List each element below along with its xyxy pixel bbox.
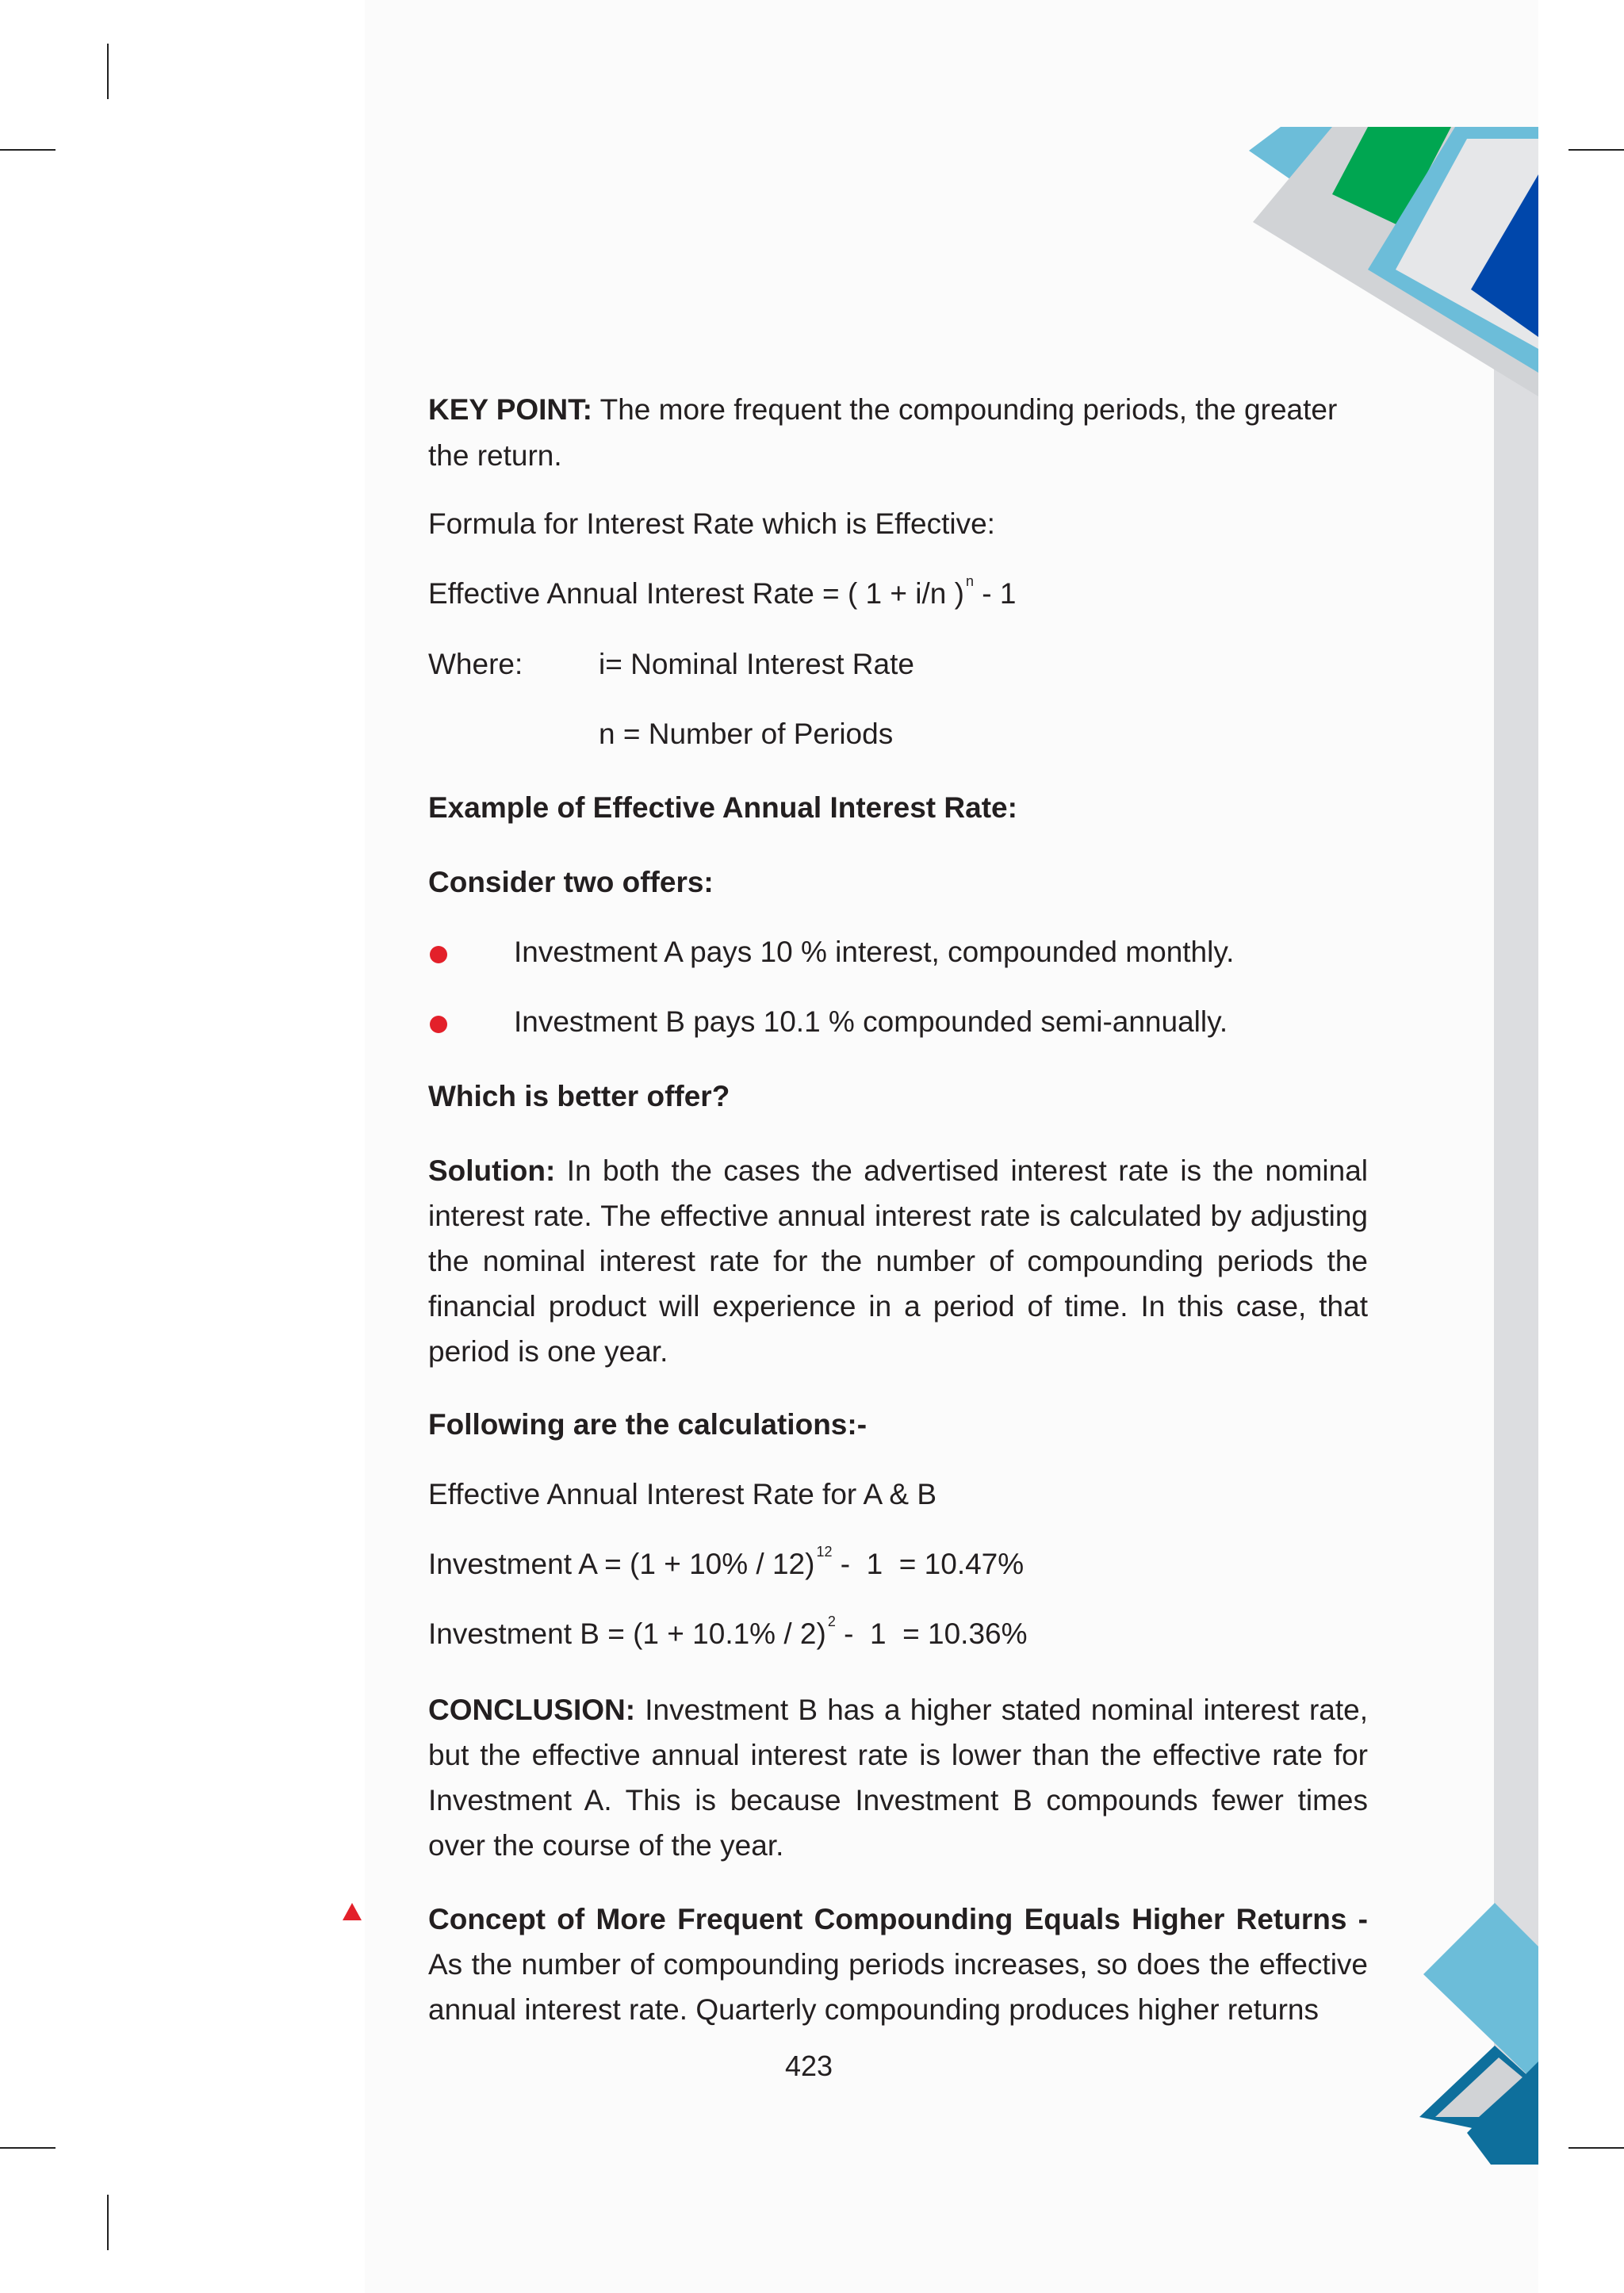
bullet-dot [430,1016,447,1033]
where-i-definition: i= Nominal Interest Rate [599,648,914,680]
formula-tail: - 1 [982,577,1017,610]
key-point-label: KEY POINT: [428,393,592,426]
corner-decoration-top [0,0,1624,412]
formula-exponent: n [965,573,974,589]
solution-label: Solution: [428,1154,556,1187]
crop-mark [107,2195,109,2250]
calc-a-tail: - 1 = 10.47% [832,1548,1025,1580]
bullet-dot [430,946,447,963]
calc-intro: Effective Annual Interest Rate for A & B [428,1478,937,1510]
offer-item: Investment A pays 10 % interest, compounded monthly. [514,936,1235,968]
offer-item: Investment B pays 10.1 % compounded semi-annually. [514,1005,1228,1038]
consider-heading: Consider two offers: [428,866,714,898]
triangle-bullet [343,1903,362,1920]
formula-intro: Formula for Interest Rate which is Effective: [428,507,995,540]
calc-a-exponent: 12 [816,1544,833,1560]
question-heading: Which is better offer? [428,1080,730,1112]
conclusion-paragraph [428,1687,1368,1868]
formula [428,573,1017,611]
solution-text: In both the cases the advertised interest rate is the nominal interest rate. The effective annual interest rate is calculated by adjusting the nominal interest rate for the number of compounding periods the financial product will experience in a period of time. In this case, that period is one year. [428,1154,1368,1368]
concept-label: Concept of More Frequent Compounding Equals Higher Returns - [428,1903,1368,1935]
concept-text: As the number of compounding periods increases, so does the effective annual interest rate. Quarterly compounding produces higher returns [428,1948,1368,2026]
crop-mark [0,2147,56,2149]
example-heading: Example of Effective Annual Interest Rate: [428,791,1017,824]
calc-heading: Following are the calculations:- [428,1408,868,1441]
conclusion-label: CONCLUSION: [428,1694,636,1726]
solution-paragraph [428,1148,1368,1374]
crop-mark [1568,2147,1624,2149]
conclusion-text: Investment B has a higher stated nominal interest rate, but the effective annual interest rate is lower than the effective rate for Investment A. This is because Investment B compounds fewer times over the course of the year. [428,1694,1368,1862]
key-point-text-cont: the return. [428,439,562,472]
calc-investment-b [428,1614,1028,1651]
key-point-text: The more frequent the compounding periods, the greater [599,393,1338,426]
calc-investment-a [428,1544,1025,1581]
page-number: 423 [785,2050,833,2082]
calc-b-exponent: 2 [827,1614,836,1629]
calc-b-tail: - 1 = 10.36% [835,1617,1028,1650]
calc-a-lhs: Investment A = (1 + 10% / 12) [428,1548,815,1580]
where-label: Where: [428,648,523,680]
key-point-paragraph [428,387,1368,479]
concept-paragraph [428,1897,1368,2032]
side-strip [1494,127,1538,2165]
formula-lhs: Effective Annual Interest Rate = ( 1 + i/n ) [428,577,964,610]
calc-b-lhs: Investment B = (1 + 10.1% / 2) [428,1617,826,1650]
where-n-definition: n = Number of Periods [599,718,894,750]
